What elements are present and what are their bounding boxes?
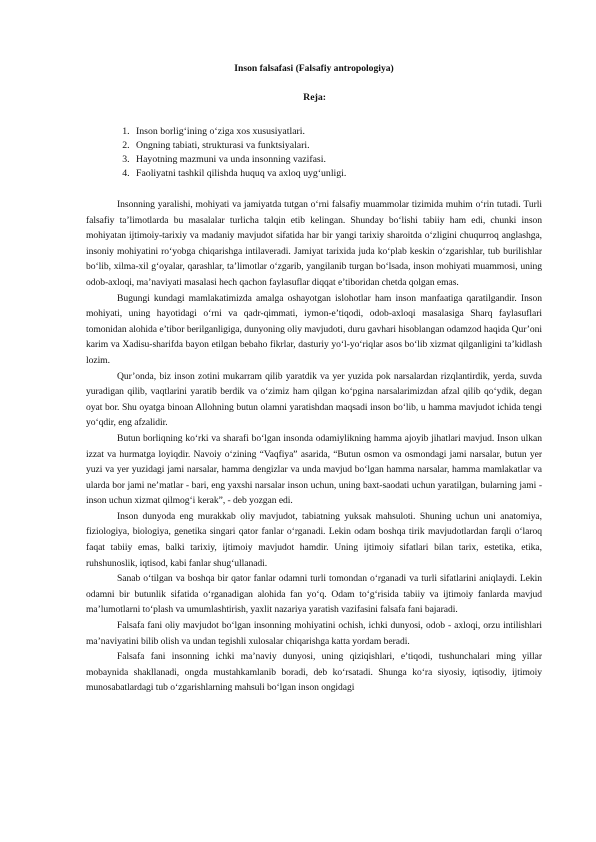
plan-list bbox=[86, 125, 542, 181]
plan-item: 3. Hayotning mazmuni va unda insonning vazifasi. bbox=[132, 153, 542, 167]
document-title: Inson falsafasi (Falsafiy antropologiya) bbox=[234, 63, 394, 74]
paragraph: Sanab o‘tilgan va boshqa bir qator fanlar odamni turli tomondan o‘rganadi va turli sifatlarini aniqlaydi. Lekin odamni bir butunlik sifatida o‘rganadigan alohida fan yo‘q. Odam to‘g‘risida tabiiy va ijtimoiy fanlarda mavjud ma’lumotlarni to‘plash va umumlashtirish, yaxlit nazariya yaratish vazifasini falsafa fani bajaradi. bbox=[86, 573, 542, 616]
paragraph: Insonning yaralishi, mohiyati va jamiyatda tutgan o‘rni falsafiy muammolar tizimida muhim o‘rin tutadi. Turli falsafiy ta’limotlarda bu masalalar turlicha talqin etib kelingan. Shunday bo‘lishi tabiiy ham edi, chunki inson mohiyatan ijtimoiy-tarixiy va madaniy mavjudot sifatida har bir yangi tarixiy sharoitda o‘zligini chuqurroq anglashga, insoniy mohiyatini ro‘yobga chiqarishga intilaveradi. Jamiyat tarixida juda ko‘plab keskin o‘zgarishlar, tub burilishlar bo‘lib, xilma-xil g‘oyalar, qarashlar, ta’limotlar o‘zgarib, yangilanib turgan bo‘lsada, inson mohiyati muammosi, uning odob-axloqi, ma’naviyati masalasi hech qachon faylasuflar diqqat e’tiboridan chetda qolgan emas. bbox=[86, 199, 542, 288]
paragraph: Inson dunyoda eng murakkab oliy mavjudot, tabiatning yuksak mahsuloti. Shuning uchun uni anatomiya, fiziologiya, biologiya, genetika singari qator fanlar o‘rganadi. Lekin odam boshqa tirik mavjudotlardan farqli o‘laroq faqat tabiiy emas, balki tarixiy, ijtimoiy mavjudot hamdir. Uning ijtimoiy sifatlari bilan tarix, estetika, etika, ruhshunoslik, iqtisod, kabi fanlar shug‘ullanadi. bbox=[86, 510, 542, 569]
plan-heading: Reja: bbox=[303, 92, 326, 103]
paragraph: Bugungi kundagi mamlakatimizda amalga oshayotgan islohotlar ham inson manfaatiga qaratilgandir. Inson mohiyati, uning hayotidagi o‘rni va qadr-qimmati, iymon-e’tiqodi, odob-axloqi masalasiga Sharq faylasuflari tomonidan alohida e’tibor berilganligiga, dunyoning oliy mavjudoti, duru gavhari hisoblangan odamzod haqida Qur’oni karim va Xadisu-sharifda bayon etilgan bebaho fikrlar, dasturiy yo‘l-yo‘riqlar asos bo‘lib xizmat qilganligini ta’kidlash lozim. bbox=[86, 292, 542, 366]
paragraph: Butun borliqning ko‘rki va sharafi bo‘lgan insonda odamiylikning hamma ajoyib jihatlari mavjud. Inson ulkan izzat va hurmatga loyiqdir. Navoiy o‘zining “Vaqfiya” asarida, “Butun osmon va osmondagi jami narsalar, butun yer yuzi va yer yuzidagi jami narsalar, hamma dengizlar va unda mavjud bo‘lgan hamma narsalar, hamma mamlakatlar va ularda bor jami ne’matlar - bari, eng yaxshi narsalar inson uchun, uning baxt-saodati uchun yaratilgan, bularning jami - inson uchun xizmat qilmog‘i kerak”, - deb yozgan edi. bbox=[86, 432, 542, 507]
body-text bbox=[86, 197, 542, 696]
paragraph: Falsafa fani oliy mavjudot bo‘lgan insonning mohiyatini ochish, ichki dunyosi, odob - axloqi, orzu intilishlari ma’naviyatini bilib olish va undan tegishli xulosalar chiqarishga katta yordam beradi. bbox=[86, 620, 542, 647]
paragraph: Falsafa fani insonning ichki ma’naviy dunyosi, uning qiziqishlari, e’tiqodi, tushunchalari ming yillar mobaynida shakllanadi, ongda mustahkamlanib boradi, deb ko‘rsatadi. Shunga ko‘ra siyosiy, iqtisodiy, ijtimoiy munosabatlardagi tub o‘zgarishlarning mahsuli bo‘lgan inson ongidagi bbox=[86, 651, 542, 694]
paragraph: Qur’onda, biz inson zotini mukarram qilib yaratdik va yer yuzida pok narsalardan rizqlantirdik, yerda, suvda yuradigan qilib, vaqtlarini yaratib berdik va o‘zimiz ham qilgan ko‘pgina narsalarimizdan afzal qilib qo‘ydik, degan oyat bor. Shu oyatga binoan Allohning butun olamni yaratishdan maqsadi inson bo‘lib, u hamma mavjudot ichida tengi yo‘qdir, eng afzalidir. bbox=[86, 370, 542, 429]
plan-item: 4. Faoliyatni tashkil qilishda huquq va axloq uyg‘unligi. bbox=[132, 167, 542, 181]
plan-item: 2. Ongning tabiati, strukturasi va funktsiyalari. bbox=[132, 139, 542, 153]
plan-item: 1. Inson borlig‘ining o‘ziga xos xususiyatlari. bbox=[132, 125, 542, 139]
